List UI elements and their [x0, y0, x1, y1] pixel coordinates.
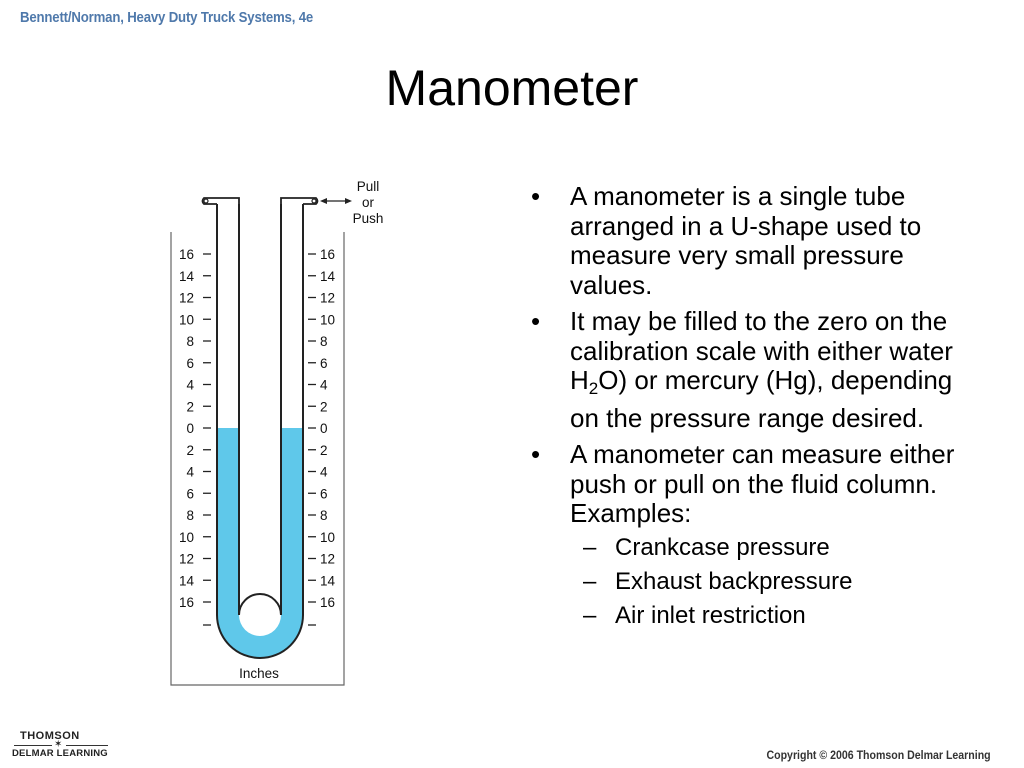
right-scale-label: 4: [320, 464, 328, 480]
thomson-delmar-logo: [12, 730, 116, 762]
left-scale-label: 2: [186, 442, 194, 458]
bullet-text: It may be filled to the zero on the calibration scale with either water H2O) or mercury (Hg), depending on the pressure range desired.: [570, 306, 953, 433]
right-scale-label: 16: [320, 247, 336, 262]
fluid-column: [217, 428, 303, 658]
right-scale-label: 10: [320, 529, 336, 545]
example-list: [570, 531, 968, 633]
unit-label: Inches: [239, 666, 279, 681]
bullet-item: [528, 440, 968, 633]
right-scale-label: 8: [320, 508, 328, 523]
bullet-item: [528, 307, 968, 433]
bullet-list: [528, 182, 968, 640]
bullet-text: A manometer is a single tube arranged in a U-shape used to measure very small pressure values.: [570, 181, 922, 300]
bullet-dot: •: [531, 181, 541, 211]
left-scale-label: 12: [178, 290, 194, 306]
bullet-dot: •: [531, 439, 541, 469]
example-item: – Crankcase pressure: [583, 533, 830, 561]
left-scale-label: 16: [178, 595, 194, 610]
scale-frame: [171, 232, 344, 685]
left-scale-label: 10: [178, 529, 194, 545]
left-scale: [179, 247, 211, 610]
right-scale-label: 10: [320, 312, 336, 328]
left-scale-label: 6: [186, 355, 194, 371]
right-scale-label: 6: [320, 355, 328, 371]
left-scale-label: 6: [186, 486, 194, 502]
right-scale-label: 16: [320, 595, 336, 610]
left-scale-label: 0: [186, 421, 194, 436]
book-header: Bennett/Norman, Heavy Duty Truck Systems, 4e: [20, 9, 314, 26]
right-scale-label: 14: [320, 573, 336, 589]
right-scale-label: 12: [320, 290, 336, 306]
logo-star-icon: ✶: [54, 739, 63, 750]
left-scale-label: 8: [186, 508, 194, 523]
manometer-diagram: [160, 170, 400, 692]
left-scale-label: 10: [178, 312, 194, 328]
or-label: or: [361, 195, 375, 210]
example-item: – Exhaust backpressure: [583, 567, 853, 595]
u-tube-inner: [239, 204, 281, 615]
right-scale-label: 6: [320, 486, 328, 502]
right-scale-label: 0: [320, 421, 328, 436]
pull-push-arrow: [320, 198, 352, 204]
left-scale-label: 14: [178, 268, 194, 284]
right-scale: [308, 247, 336, 610]
bullet-item: [528, 182, 968, 300]
example-item: – Air inlet restriction: [583, 601, 806, 629]
copyright-text: Copyright © 2006 Thomson Delmar Learning: [766, 750, 991, 762]
bullet-text: A manometer can measure either push or pull on the fluid column. Examples:: [570, 439, 955, 528]
right-scale-label: 14: [320, 268, 336, 284]
left-scale-label: 4: [186, 464, 194, 480]
right-scale-label: 2: [320, 399, 328, 415]
logo-top-text: THOMSON: [20, 730, 80, 742]
push-label: Push: [352, 211, 384, 226]
bullet-dot: •: [531, 306, 541, 336]
left-scale-label: 14: [178, 573, 194, 589]
right-scale-label: 2: [320, 442, 328, 458]
slide-title: Manometer: [385, 60, 639, 116]
left-scale-label: 4: [186, 377, 194, 393]
logo-bottom-text: DELMAR LEARNING: [12, 748, 108, 759]
left-scale-label: 12: [178, 551, 194, 567]
pull-label: Pull: [356, 179, 380, 194]
left-scale-label: 16: [178, 247, 194, 262]
left-scale-label: 8: [186, 334, 194, 349]
left-scale-label: 2: [186, 399, 194, 415]
right-scale-label: 12: [320, 551, 336, 567]
right-scale-label: 8: [320, 334, 328, 349]
right-scale-label: 4: [320, 377, 328, 393]
